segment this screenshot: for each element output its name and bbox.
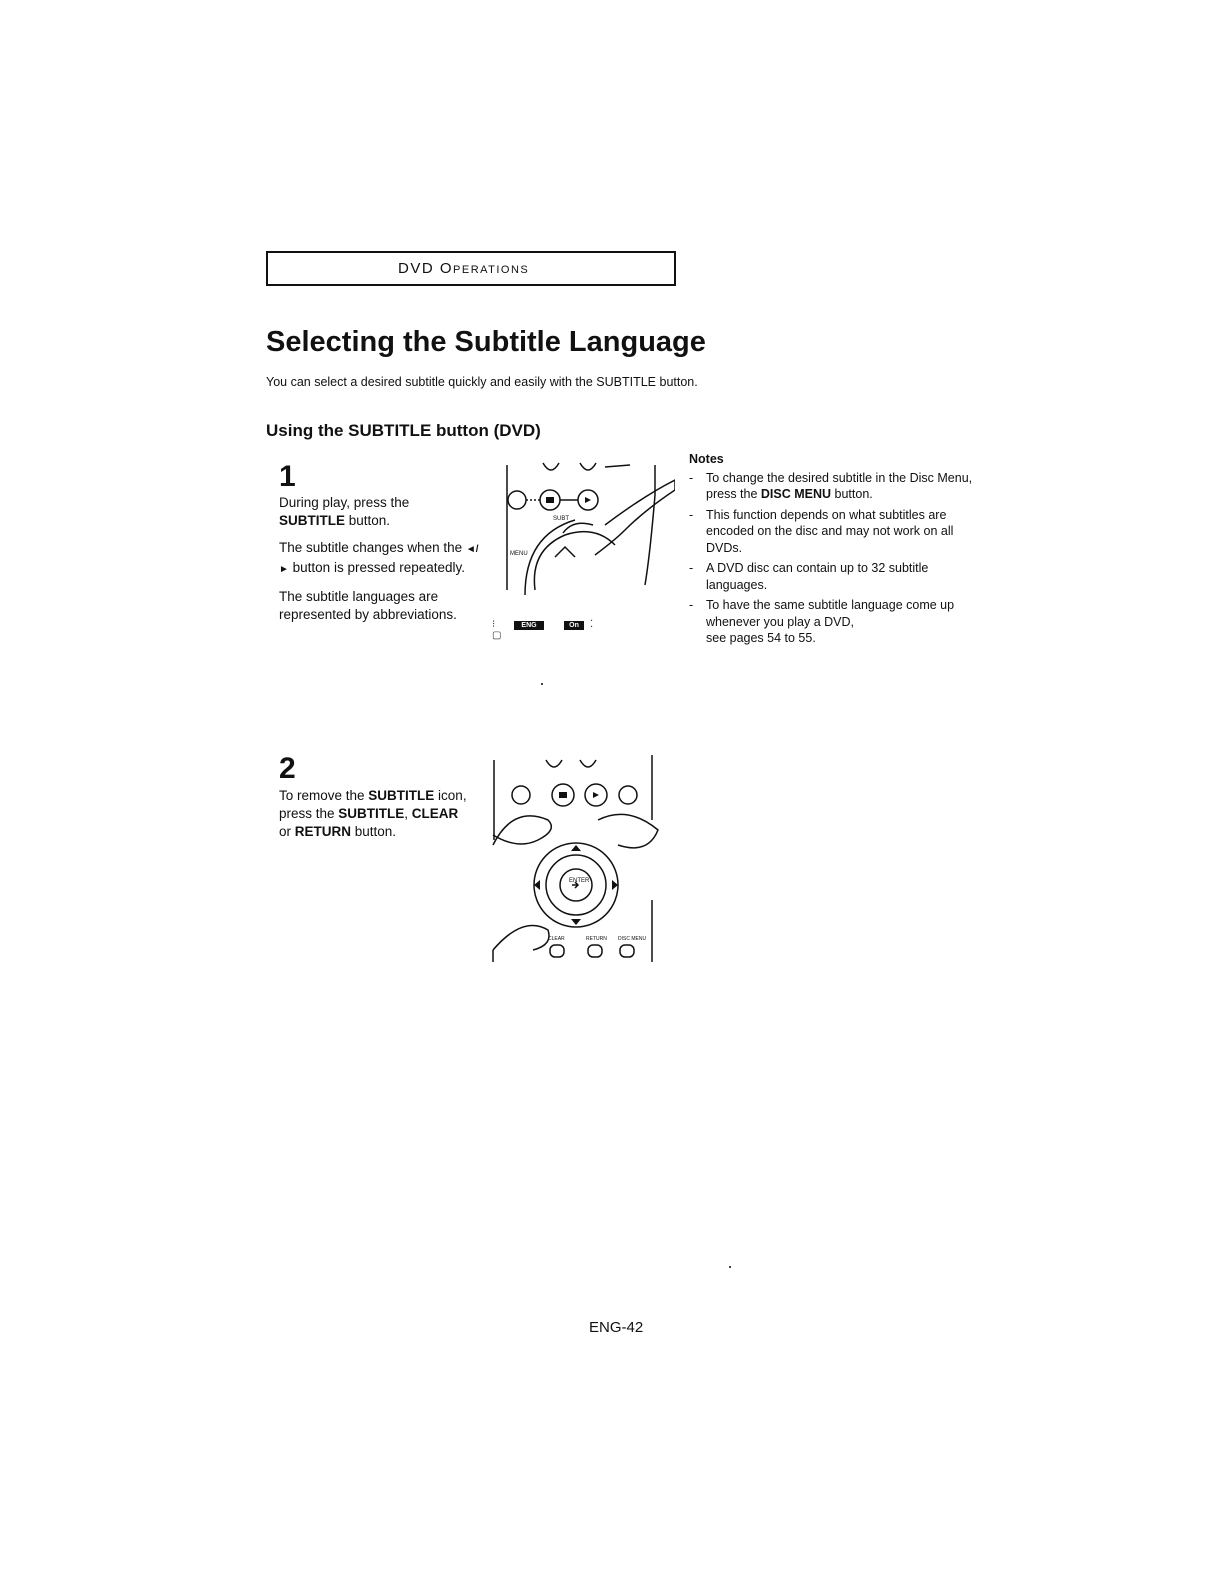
notes-block (689, 451, 989, 651)
step-2-clear-keyword: CLEAR (411, 806, 459, 821)
stray-mark (541, 683, 543, 685)
notes-list (689, 470, 989, 647)
note-1-a: To change the desired subtitle in the Disc Menu, press the (706, 470, 973, 501)
note-item (689, 470, 989, 503)
disc-menu-keyword: DISC MENU (760, 487, 832, 501)
svg-text:CLEAR: CLEAR (548, 936, 565, 942)
step-1-para-1-a: During play, press the (279, 495, 410, 510)
svg-text:MENU: MENU (510, 551, 528, 557)
note-item: - This function depends on what subtitles are encoded on the disc and may not work on all DVDs. (689, 507, 989, 557)
step-2-text (279, 787, 469, 841)
stray-mark (729, 1266, 731, 1268)
step-2-d: , (404, 806, 412, 821)
note-item (689, 597, 989, 647)
osd-subtitle-icon: ⁝▢ (492, 619, 502, 641)
svg-text:SUBT: SUBT (553, 516, 570, 522)
section-header (266, 251, 676, 286)
step-2-e: or (279, 824, 295, 839)
note-1-b: button. (831, 487, 873, 501)
section-header-initial: DVD O (398, 260, 454, 277)
page-number: ENG-42 (589, 1319, 644, 1336)
step-1-para-3: The subtitle languages are represented by abbreviations. (279, 589, 457, 622)
step-1-para-1 (279, 494, 479, 530)
step-1-para-2 (279, 539, 479, 579)
svg-text:ENTER: ENTER (569, 878, 590, 884)
osd-language-badge: ENG (514, 621, 544, 630)
note-item: - A DVD disc can contain up to 32 subtitle languages. (689, 560, 989, 593)
step-2-f: button. (351, 824, 397, 839)
header-rule (526, 284, 676, 286)
step-1-para-2-a: The subtitle changes when the (279, 540, 466, 555)
note-4-a: To have the same subtitle language come up whenever you play a DVD, (706, 598, 955, 629)
section-header-label (398, 260, 529, 277)
step-2-subtitle-keyword: SUBTITLE (368, 788, 435, 803)
step-2-return-keyword: RETURN (294, 824, 352, 839)
step-2-number: 2 (279, 752, 296, 785)
section-subheading: Using the SUBTITLE button (DVD) (266, 421, 541, 440)
page-title: Selecting the Subtitle Language (266, 326, 706, 358)
osd-arrow-icon: ⁚ (590, 619, 594, 630)
section-header-rest: PERATIONS (453, 264, 530, 276)
step-1-text (279, 494, 479, 633)
step-1-number: 1 (279, 460, 296, 493)
step-1-para-1-b: button. (345, 513, 391, 528)
step-2-c: icon, press the (279, 788, 467, 821)
osd-on-badge: On (564, 621, 584, 630)
intro-text: You can select a desired subtitle quickly and easily with the SUBTITLE button. (266, 375, 698, 389)
notes-title: Notes (689, 452, 724, 466)
step-1-para-2-b: button is pressed repeatedly. (288, 560, 466, 575)
note-4-b: see pages 54 to 55. (706, 631, 816, 645)
step-2-a: To remove the (279, 788, 369, 803)
remote-subtitle-illustration (495, 455, 675, 600)
subtitle-keyword: SUBTITLE (279, 513, 345, 528)
svg-text:RETURN: RETURN (586, 936, 607, 942)
svg-text:DISC MENU: DISC MENU (618, 936, 647, 942)
remote-clear-illustration (488, 750, 668, 965)
step-2-subtitle-keyword-2: SUBTITLE (338, 806, 405, 821)
left-right-arrow-icon: ◄/► (279, 544, 479, 575)
